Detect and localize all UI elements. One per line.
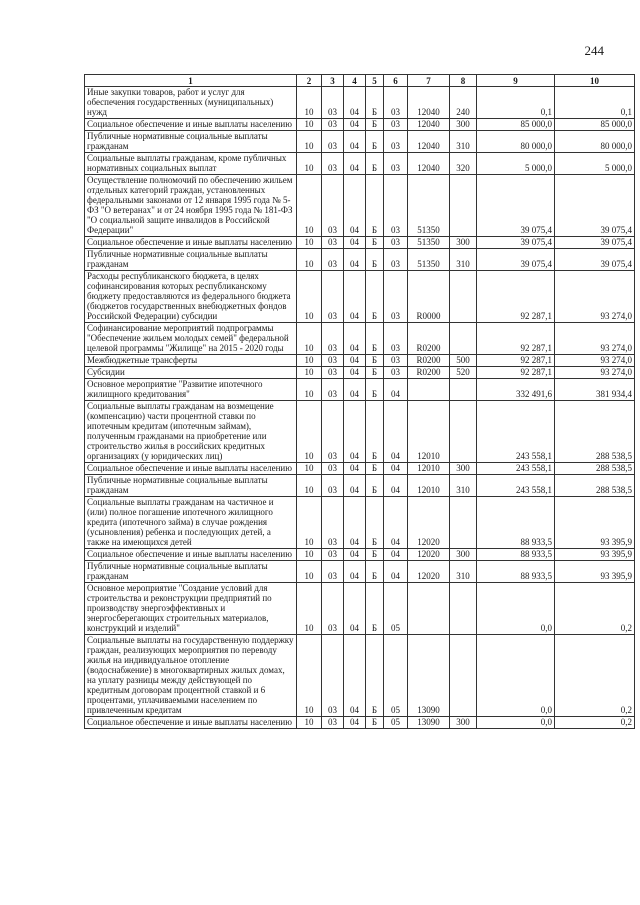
cell-c6: 04 [384, 497, 408, 549]
cell-c7: 12020 [408, 561, 450, 583]
row-name: Социальное обеспечение и иные выплаты населению [85, 549, 297, 561]
cell-c4: 04 [344, 323, 366, 355]
cell-c2: 10 [297, 561, 322, 583]
cell-c8 [450, 323, 477, 355]
row-name: Социальное обеспечение и иные выплаты населению [85, 237, 297, 249]
table-row [85, 717, 635, 729]
cell-c6: 05 [384, 717, 408, 729]
cell-c8: 310 [450, 249, 477, 271]
cell-c4: 04 [344, 379, 366, 401]
cell-c6: 04 [384, 475, 408, 497]
cell-c7: 12040 [408, 131, 450, 153]
cell-c8: 500 [450, 355, 477, 367]
cell-v9: 92 287,1 [477, 271, 555, 323]
cell-c2: 10 [297, 401, 322, 463]
cell-c3: 03 [322, 497, 344, 549]
cell-v9: 243 558,1 [477, 463, 555, 475]
cell-c3: 03 [322, 355, 344, 367]
cell-c2: 10 [297, 131, 322, 153]
cell-c8: 310 [450, 131, 477, 153]
cell-v9: 92 287,1 [477, 355, 555, 367]
cell-c3: 03 [322, 119, 344, 131]
cell-c6: 03 [384, 175, 408, 237]
cell-c4: 04 [344, 401, 366, 463]
cell-v9: 88 933,5 [477, 549, 555, 561]
table-row [85, 119, 635, 131]
cell-c4: 04 [344, 549, 366, 561]
cell-v9: 0,1 [477, 87, 555, 119]
cell-c2: 10 [297, 153, 322, 175]
cell-c2: 10 [297, 119, 322, 131]
cell-c3: 03 [322, 367, 344, 379]
cell-c4: 04 [344, 717, 366, 729]
cell-c6: 03 [384, 153, 408, 175]
cell-c2: 10 [297, 549, 322, 561]
table-row [85, 153, 635, 175]
row-name: Социальные выплаты на государственную поддержку граждан, реализующих мероприятия по переводу жилья на индивидуальное отопление (водоснабжение) в многоквартирных жилых домах, на уплату разницы между действующей по кредитным договорам процентной ставкой и 6 процентами, уплачиваемыми населением по привлеченным кредитам [85, 635, 297, 717]
cell-v10: 93 395,9 [555, 497, 635, 549]
cell-c8: 300 [450, 463, 477, 475]
cell-c2: 10 [297, 583, 322, 635]
cell-v9: 0,0 [477, 717, 555, 729]
cell-c5: Б [366, 401, 384, 463]
table-row [85, 583, 635, 635]
cell-c5: Б [366, 119, 384, 131]
cell-c2: 10 [297, 355, 322, 367]
table-row [85, 175, 635, 237]
cell-c4: 04 [344, 355, 366, 367]
cell-c7 [408, 379, 450, 401]
cell-c3: 03 [322, 549, 344, 561]
cell-v10: 0,2 [555, 717, 635, 729]
cell-c3: 03 [322, 249, 344, 271]
cell-c5: Б [366, 153, 384, 175]
cell-v10: 93 274,0 [555, 271, 635, 323]
cell-v9: 85 000,0 [477, 119, 555, 131]
cell-v10: 5 000,0 [555, 153, 635, 175]
cell-c4: 04 [344, 463, 366, 475]
cell-c7: R0200 [408, 323, 450, 355]
table-row [85, 549, 635, 561]
row-name: Расходы республиканского бюджета, в целях софинансирования которых республиканскому бюджету предоставляются из федерального бюджета (бюджетов государственных внебюджетных фондов Российской Федерации) субсидии [85, 271, 297, 323]
cell-c7: 12040 [408, 153, 450, 175]
cell-c2: 10 [297, 271, 322, 323]
cell-c6: 03 [384, 271, 408, 323]
cell-c7: 12010 [408, 463, 450, 475]
cell-c6: 03 [384, 87, 408, 119]
cell-c8: 240 [450, 87, 477, 119]
cell-v9: 243 558,1 [477, 475, 555, 497]
header-cell: 9 [477, 75, 555, 87]
cell-c4: 04 [344, 249, 366, 271]
cell-c6: 03 [384, 237, 408, 249]
table-row [85, 497, 635, 549]
table-row [85, 401, 635, 463]
cell-c8 [450, 583, 477, 635]
cell-c6: 04 [384, 401, 408, 463]
row-name: Социальные выплаты гражданам, кроме публичных нормативных социальных выплат [85, 153, 297, 175]
cell-v10: 39 075,4 [555, 249, 635, 271]
cell-c4: 04 [344, 475, 366, 497]
cell-c7: 51350 [408, 175, 450, 237]
cell-c5: Б [366, 271, 384, 323]
cell-c3: 03 [322, 131, 344, 153]
cell-c3: 03 [322, 401, 344, 463]
cell-c6: 03 [384, 355, 408, 367]
cell-c4: 04 [344, 175, 366, 237]
cell-v10: 288 538,5 [555, 401, 635, 463]
cell-v9: 5 000,0 [477, 153, 555, 175]
cell-v9: 88 933,5 [477, 497, 555, 549]
header-cell: 1 [85, 75, 297, 87]
cell-c7: 51350 [408, 237, 450, 249]
cell-c3: 03 [322, 323, 344, 355]
cell-c6: 03 [384, 249, 408, 271]
cell-v9: 0,0 [477, 583, 555, 635]
cell-c2: 10 [297, 379, 322, 401]
cell-c5: Б [366, 475, 384, 497]
cell-v10: 93 274,0 [555, 355, 635, 367]
cell-c5: Б [366, 561, 384, 583]
cell-c6: 03 [384, 119, 408, 131]
cell-c7: 51350 [408, 249, 450, 271]
cell-c3: 03 [322, 561, 344, 583]
cell-v10: 381 934,4 [555, 379, 635, 401]
cell-c5: Б [366, 355, 384, 367]
cell-c7: R0200 [408, 355, 450, 367]
cell-c7: 13090 [408, 635, 450, 717]
header-cell: 3 [322, 75, 344, 87]
cell-c7: R0000 [408, 271, 450, 323]
row-name: Основное мероприятие "Создание условий для строительства и реконструкции предприятий по производству энергоэффективных и энергосберегающих строительных материалов, конструкций и изделий" [85, 583, 297, 635]
table-row [85, 463, 635, 475]
header-cell: 10 [555, 75, 635, 87]
cell-c3: 03 [322, 717, 344, 729]
cell-v10: 288 538,5 [555, 463, 635, 475]
row-name: Основное мероприятие "Развитие ипотечного жилищного кредитования" [85, 379, 297, 401]
cell-v10: 93 395,9 [555, 549, 635, 561]
cell-c8 [450, 379, 477, 401]
cell-c8 [450, 497, 477, 549]
row-name: Социальное обеспечение и иные выплаты населению [85, 119, 297, 131]
cell-v9: 88 933,5 [477, 561, 555, 583]
cell-c6: 05 [384, 635, 408, 717]
cell-v9: 39 075,4 [477, 249, 555, 271]
row-name: Социальное обеспечение и иные выплаты населению [85, 717, 297, 729]
cell-c4: 04 [344, 561, 366, 583]
cell-c4: 04 [344, 153, 366, 175]
cell-c8 [450, 401, 477, 463]
cell-v10: 0,1 [555, 87, 635, 119]
cell-c8: 310 [450, 475, 477, 497]
cell-v10: 80 000,0 [555, 131, 635, 153]
cell-c4: 04 [344, 635, 366, 717]
cell-c4: 04 [344, 237, 366, 249]
table-row [85, 475, 635, 497]
cell-v9: 92 287,1 [477, 367, 555, 379]
cell-c4: 04 [344, 119, 366, 131]
table-row [85, 87, 635, 119]
row-name: Социальные выплаты гражданам на частичное и (или) полное погашение ипотечного жилищного кредита (ипотечного займа) в случае рождения (усыновления) ребенка и последующих детей, а также на имеющихся детей [85, 497, 297, 549]
table-row [85, 249, 635, 271]
cell-c7: 13090 [408, 717, 450, 729]
table-row [85, 561, 635, 583]
table-row [85, 355, 635, 367]
cell-c2: 10 [297, 367, 322, 379]
row-name: Осуществление полномочий по обеспечению жильем отдельных категорий граждан, установленных федеральными законами от 12 января 1995 года № 5-ФЗ "О ветеранах" и от 24 ноября 1995 года № 181-ФЗ "О социальной защите инвалидов в Российской Федерации" [85, 175, 297, 237]
cell-c5: Б [366, 497, 384, 549]
cell-v9: 39 075,4 [477, 175, 555, 237]
cell-c3: 03 [322, 175, 344, 237]
row-name: Межбюджетные трансферты [85, 355, 297, 367]
cell-c7: 12010 [408, 401, 450, 463]
cell-c5: Б [366, 635, 384, 717]
row-name: Публичные нормативные социальные выплаты гражданам [85, 475, 297, 497]
table-row [85, 237, 635, 249]
cell-v10: 0,2 [555, 635, 635, 717]
cell-c5: Б [366, 463, 384, 475]
cell-c4: 04 [344, 131, 366, 153]
row-name: Публичные нормативные социальные выплаты гражданам [85, 561, 297, 583]
cell-c3: 03 [322, 87, 344, 119]
cell-c5: Б [366, 249, 384, 271]
cell-c6: 04 [384, 379, 408, 401]
cell-c3: 03 [322, 271, 344, 323]
cell-c8 [450, 271, 477, 323]
cell-c6: 03 [384, 323, 408, 355]
row-name: Субсидии [85, 367, 297, 379]
cell-c2: 10 [297, 497, 322, 549]
cell-c3: 03 [322, 153, 344, 175]
table-row [85, 131, 635, 153]
table-row [85, 323, 635, 355]
cell-v9: 39 075,4 [477, 237, 555, 249]
row-name: Социальное обеспечение и иные выплаты населению [85, 463, 297, 475]
cell-v10: 0,2 [555, 583, 635, 635]
cell-v9: 0,0 [477, 635, 555, 717]
cell-c3: 03 [322, 237, 344, 249]
cell-c8: 300 [450, 237, 477, 249]
cell-c5: Б [366, 175, 384, 237]
cell-c5: Б [366, 549, 384, 561]
cell-c6: 05 [384, 583, 408, 635]
cell-c4: 04 [344, 271, 366, 323]
cell-c8: 300 [450, 717, 477, 729]
cell-c2: 10 [297, 717, 322, 729]
cell-c8 [450, 175, 477, 237]
row-name: Социальные выплаты гражданам на возмещение (компенсацию) части процентной ставки по ипотечным кредитам (ипотечным займам), полученным гражданами на приобретение или строительство жилья в российских кредитных организациях (у юридических лиц) [85, 401, 297, 463]
header-cell: 6 [384, 75, 408, 87]
cell-v10: 288 538,5 [555, 475, 635, 497]
cell-c6: 03 [384, 367, 408, 379]
cell-v9: 80 000,0 [477, 131, 555, 153]
header-cell: 5 [366, 75, 384, 87]
cell-c3: 03 [322, 635, 344, 717]
header-cell: 4 [344, 75, 366, 87]
cell-c2: 10 [297, 175, 322, 237]
cell-c3: 03 [322, 463, 344, 475]
cell-c5: Б [366, 583, 384, 635]
cell-c2: 10 [297, 475, 322, 497]
cell-c6: 04 [384, 549, 408, 561]
header-cell: 2 [297, 75, 322, 87]
cell-c4: 04 [344, 87, 366, 119]
cell-c6: 04 [384, 561, 408, 583]
header-row [85, 75, 635, 87]
cell-c2: 10 [297, 463, 322, 475]
cell-c5: Б [366, 131, 384, 153]
cell-c5: Б [366, 379, 384, 401]
cell-v10: 93 395,9 [555, 561, 635, 583]
cell-c3: 03 [322, 475, 344, 497]
cell-c8: 520 [450, 367, 477, 379]
cell-c3: 03 [322, 379, 344, 401]
cell-c2: 10 [297, 323, 322, 355]
cell-c8: 300 [450, 119, 477, 131]
cell-c5: Б [366, 87, 384, 119]
cell-c4: 04 [344, 583, 366, 635]
cell-c2: 10 [297, 249, 322, 271]
cell-c5: Б [366, 237, 384, 249]
cell-v10: 93 274,0 [555, 367, 635, 379]
page-number: 244 [584, 43, 604, 58]
cell-v9: 92 287,1 [477, 323, 555, 355]
cell-v9: 243 558,1 [477, 401, 555, 463]
cell-c4: 04 [344, 497, 366, 549]
cell-c2: 10 [297, 237, 322, 249]
header-cell: 7 [408, 75, 450, 87]
cell-c7: 12040 [408, 119, 450, 131]
cell-c5: Б [366, 367, 384, 379]
row-name: Софинансирование мероприятий подпрограммы "Обеспечение жильем молодых семей" федеральной целевой программы "Жилище" на 2015 - 2020 годы [85, 323, 297, 355]
cell-c7: 12020 [408, 549, 450, 561]
cell-c8: 320 [450, 153, 477, 175]
table-row [85, 271, 635, 323]
cell-v10: 39 075,4 [555, 237, 635, 249]
cell-c6: 04 [384, 463, 408, 475]
cell-c8 [450, 635, 477, 717]
cell-c7: R0200 [408, 367, 450, 379]
table-row [85, 635, 635, 717]
table-row [85, 367, 635, 379]
cell-c4: 04 [344, 367, 366, 379]
cell-c2: 10 [297, 87, 322, 119]
cell-c6: 03 [384, 131, 408, 153]
cell-c7: 12040 [408, 87, 450, 119]
cell-c5: Б [366, 717, 384, 729]
cell-c8: 300 [450, 549, 477, 561]
cell-v10: 93 274,0 [555, 323, 635, 355]
cell-c7 [408, 583, 450, 635]
cell-c2: 10 [297, 635, 322, 717]
cell-c8: 310 [450, 561, 477, 583]
table-row [85, 379, 635, 401]
cell-c3: 03 [322, 583, 344, 635]
cell-c7: 12020 [408, 497, 450, 549]
cell-v9: 332 491,6 [477, 379, 555, 401]
row-name: Иные закупки товаров, работ и услуг для обеспечения государственных (муниципальных) нужд [85, 87, 297, 119]
header-cell: 8 [450, 75, 477, 87]
cell-v10: 85 000,0 [555, 119, 635, 131]
cell-v10: 39 075,4 [555, 175, 635, 237]
row-name: Публичные нормативные социальные выплаты гражданам [85, 249, 297, 271]
cell-c7: 12010 [408, 475, 450, 497]
cell-c5: Б [366, 323, 384, 355]
row-name: Публичные нормативные социальные выплаты гражданам [85, 131, 297, 153]
budget-table [84, 74, 635, 729]
